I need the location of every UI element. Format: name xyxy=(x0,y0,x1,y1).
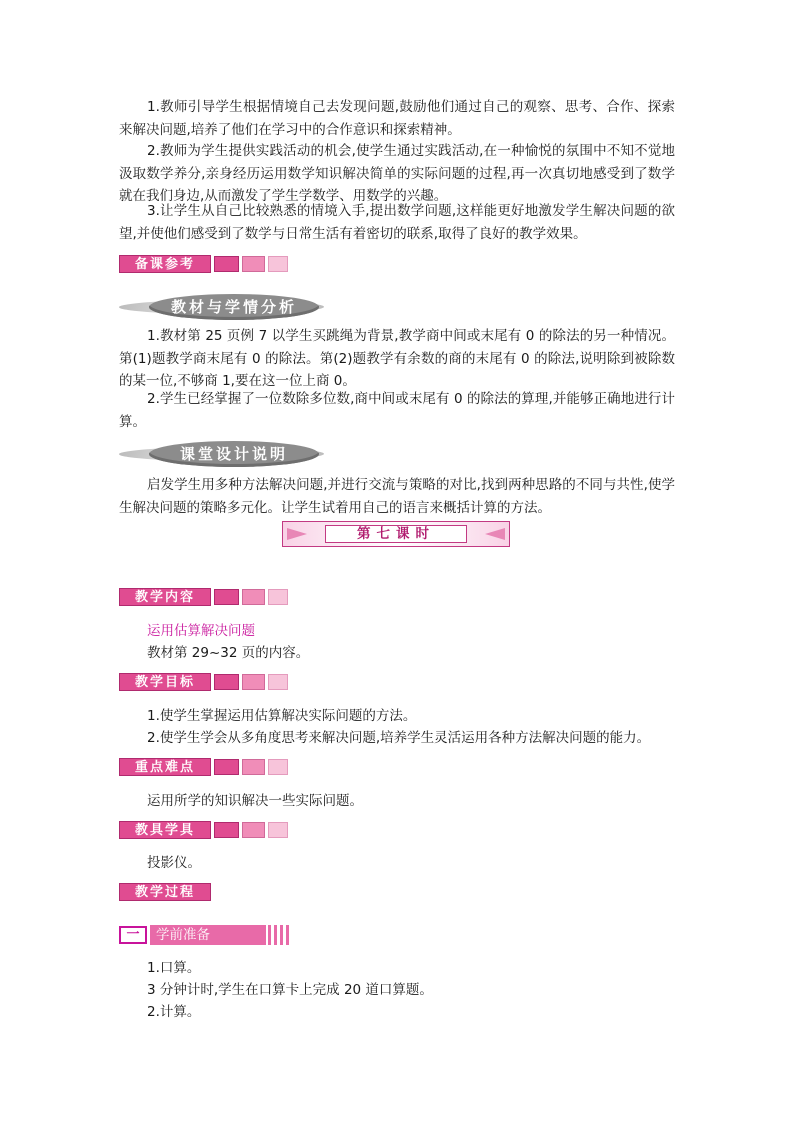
tag-square-light xyxy=(268,589,288,605)
tag-square-mid xyxy=(242,589,265,605)
analysis-paragraph-1: 1.教材第 25 页例 7 以学生买跳绳为背景,教学商中间或末尾有 0 的除法的另一种情况。第(1)题教学商末尾有 0 的除法。第(2)题教学有余数的商的末尾有 0 的除法,说明除到被除数的某一位,不够商 1,要在这一位上商 0。 xyxy=(119,328,675,389)
design-heading xyxy=(119,441,329,467)
teaching-process-tag xyxy=(119,883,211,901)
teaching-aids-text: 投影仪。 xyxy=(147,855,201,871)
process-line-3: 2.计算。 xyxy=(147,1004,201,1020)
banner-right-arrow xyxy=(485,528,505,540)
tag-square-mid xyxy=(242,759,265,775)
teaching-aids-label: 教具学具 xyxy=(119,821,211,839)
teaching-aids-tag xyxy=(119,821,288,839)
analysis-heading-text: 教材与学情分析 xyxy=(170,298,297,316)
teaching-content-label: 教学内容 xyxy=(119,588,211,606)
process-line-1: 1.口算。 xyxy=(147,960,201,976)
stripe xyxy=(280,925,283,945)
tag-square-light xyxy=(268,674,288,690)
content-topic: 运用估算解决问题 xyxy=(147,623,255,639)
key-points-label: 重点难点 xyxy=(119,758,211,776)
tag-square-light xyxy=(268,822,288,838)
stripe xyxy=(268,925,271,945)
tag-square-dark xyxy=(214,256,239,272)
intro-paragraph-2: 2.教师为学生提供实践活动的机会,使学生通过实践活动,在一种愉悦的氛围中不知不觉地汲取数学养分,亲身经历运用数学知识解决简单的实际问题的过程,再一次真切地感受到了数学就在我们身边,从而激发了学生学数学、用数学的兴趣。 xyxy=(119,143,675,204)
tag-square-dark xyxy=(214,589,239,605)
prep-reference-label: 备课参考 xyxy=(119,255,211,273)
teaching-goals-tag xyxy=(119,673,288,691)
step-stripes xyxy=(268,925,292,945)
stripe xyxy=(286,925,289,945)
process-line-2: 3 分钟计时,学生在口算卡上完成 20 道口算题。 xyxy=(147,982,433,998)
tag-square-mid xyxy=(242,256,265,272)
content-pages: 教材第 29~32 页的内容。 xyxy=(147,645,310,661)
tag-square-mid xyxy=(242,822,265,838)
analysis-heading xyxy=(119,294,329,320)
step-number: 一 xyxy=(119,926,147,944)
teaching-process-label: 教学过程 xyxy=(119,883,211,901)
key-points-tag xyxy=(119,758,288,776)
step-label: 学前准备 xyxy=(150,925,266,945)
goal-item-1: 1.使学生掌握运用估算解决实际问题的方法。 xyxy=(147,708,417,724)
tag-square-light xyxy=(268,256,288,272)
analysis-paragraph-2: 2.学生已经掌握了一位数除多位数,商中间或末尾有 0 的除法的算理,并能够正确地进行计算。 xyxy=(119,391,675,430)
goal-item-2: 2.使学生学会从多角度思考来解决问题,培养学生灵活运用各种方法解决问题的能力。 xyxy=(147,730,651,746)
lesson-banner-title: 第七课时 xyxy=(325,525,467,543)
design-heading-text: 课堂设计说明 xyxy=(179,445,288,463)
tag-square-dark xyxy=(214,822,239,838)
intro-paragraph-3: 3.让学生从自己比较熟悉的情境入手,提出数学问题,这样能更好地激发学生解决问题的欲望,并使他们感受到了数学与日常生活有着密切的联系,取得了良好的教学效果。 xyxy=(119,203,675,242)
stripe xyxy=(274,925,277,945)
prep-reference-tag xyxy=(119,255,288,273)
banner-left-arrow xyxy=(287,528,307,540)
design-paragraph: 启发学生用多种方法解决问题,并进行交流与策略的对比,找到两种思路的不同与共性,使学生解决问题的策略多元化。让学生试着用自己的语言来概括计算的方法。 xyxy=(119,477,675,516)
tag-square-light xyxy=(268,759,288,775)
key-points-text: 运用所学的知识解决一些实际问题。 xyxy=(147,793,363,809)
lesson-banner xyxy=(282,521,510,547)
tag-square-dark xyxy=(214,759,239,775)
tag-square-dark xyxy=(214,674,239,690)
step-bar xyxy=(119,925,292,945)
teaching-content-tag xyxy=(119,588,288,606)
tag-square-mid xyxy=(242,674,265,690)
intro-paragraph-1: 1.教师引导学生根据情境自己去发现问题,鼓励他们通过自己的观察、思考、合作、探索来解决问题,培养了他们在学习中的合作意识和探索精神。 xyxy=(119,99,675,138)
teaching-goals-label: 教学目标 xyxy=(119,673,211,691)
